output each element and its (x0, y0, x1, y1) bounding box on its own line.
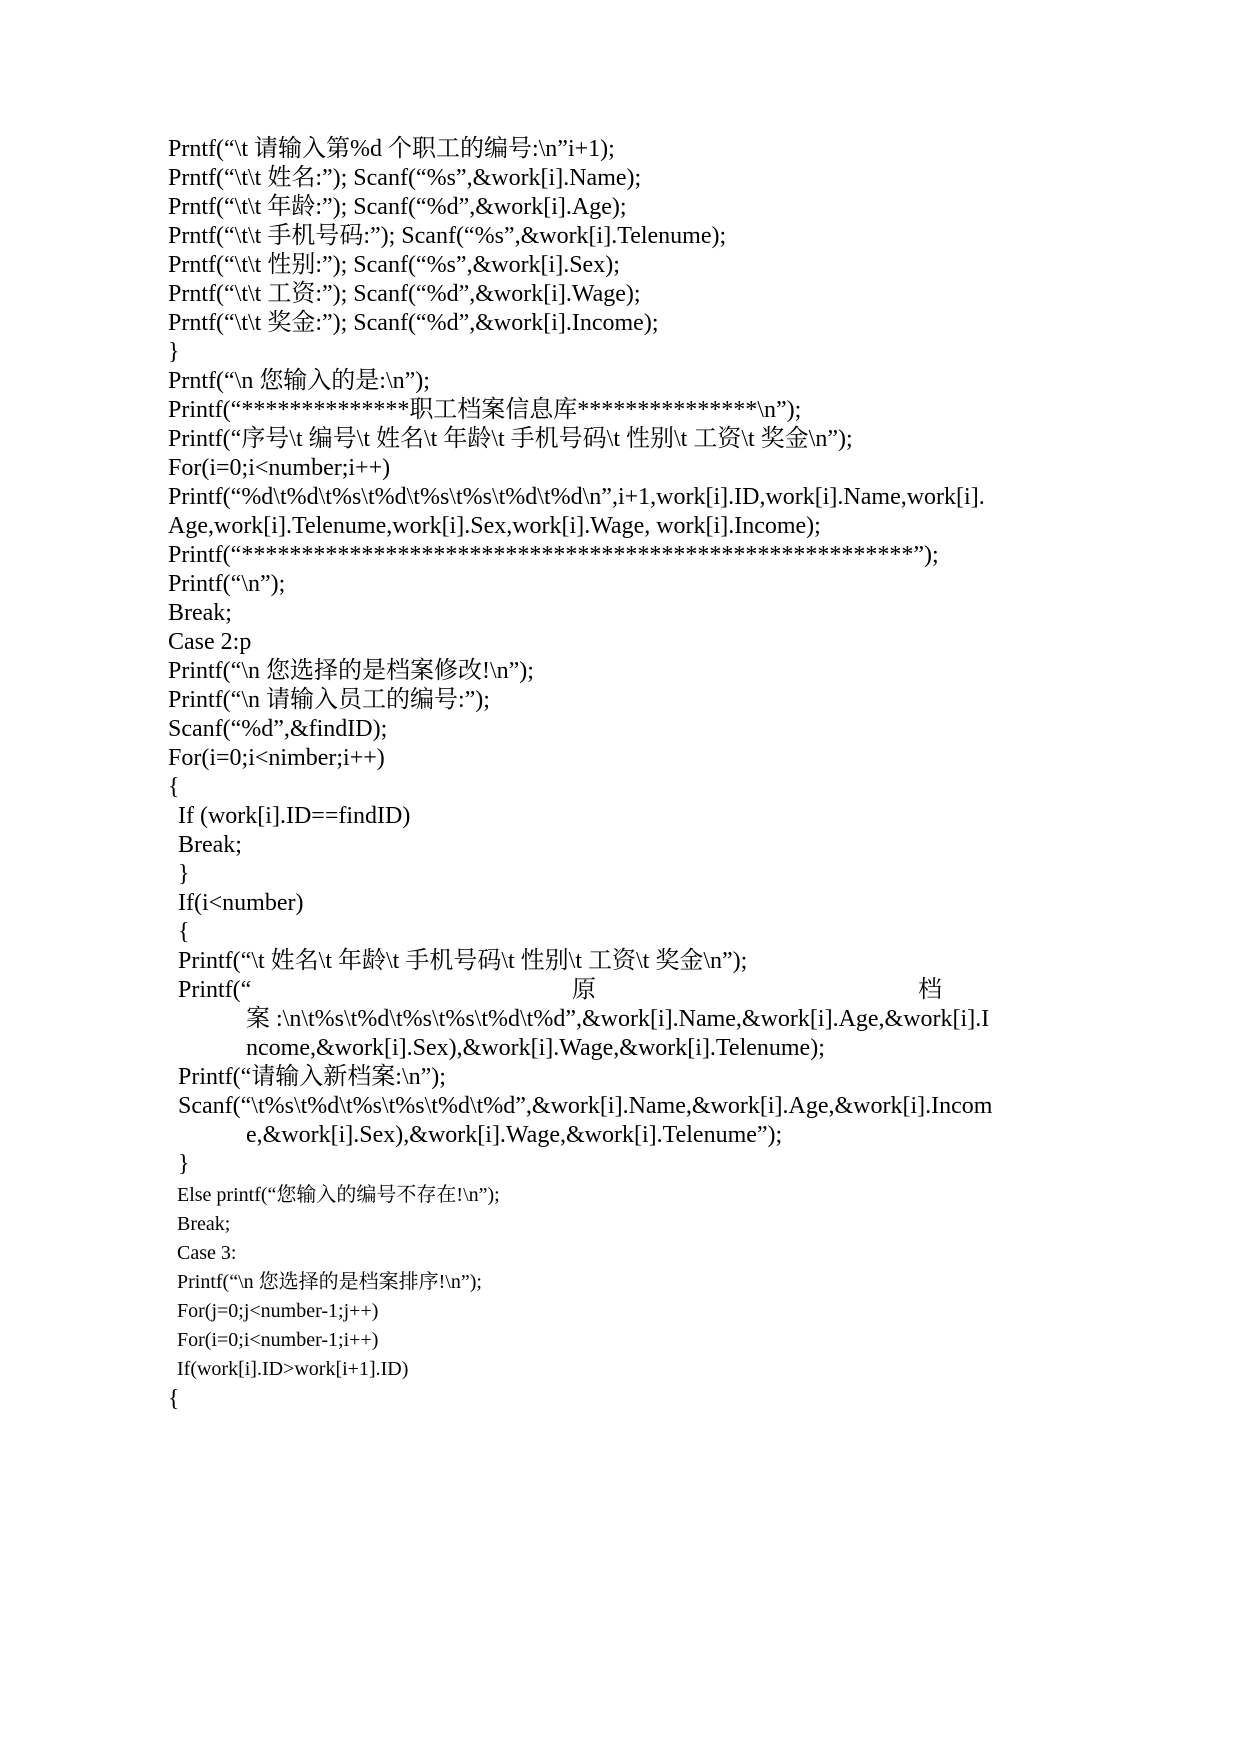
code-line: Printf(“\n 您选择的是档案排序!\n”); (177, 1271, 482, 1293)
code-line: If (work[i].ID==findID) (178, 803, 411, 829)
code-line: Printf(“\n 请输入员工的编号:”); (168, 687, 490, 713)
code-line: For(j=0;j<number-1;j++) (177, 1300, 379, 1322)
code-line: For(i=0;i<number-1;i++) (177, 1329, 379, 1351)
code-line: ncome,&work[i].Sex),&work[i].Wage,&work[i].Telenume); (246, 1035, 825, 1061)
code-line: Printf(“**************职工档案信息库***************\n”); (168, 397, 802, 423)
code-line: Break; (178, 832, 242, 858)
code-line-middle: 原 (572, 977, 596, 1003)
code-line: Prntf(“\n 您输入的是:\n”); (168, 368, 430, 394)
code-line: Age,work[i].Telenume,work[i].Sex,work[i].Wage, work[i].Income); (168, 513, 821, 539)
code-line: Prntf(“\t\t 奖金:”); Scanf(“%d”,&work[i].Income); (168, 310, 659, 336)
code-line: Else printf(“您输入的编号不存在!\n”); (177, 1184, 500, 1206)
code-line: e,&work[i].Sex),&work[i].Wage,&work[i].Telenume”); (246, 1122, 783, 1148)
code-line: { (178, 919, 190, 945)
code-line: Printf(“********************************************************”); (168, 542, 939, 568)
code-line: Printf(“\t 姓名\t 年龄\t 手机号码\t 性别\t 工资\t 奖金\n”); (178, 948, 748, 974)
code-line: Prntf(“\t\t 年龄:”); Scanf(“%d”,&work[i].Age); (168, 194, 627, 220)
code-line: Printf(“\n 您选择的是档案修改!\n”); (168, 658, 534, 684)
code-line: { (168, 774, 180, 800)
code-line: Case 3: (177, 1242, 237, 1264)
code-line: Break; (168, 600, 232, 626)
code-line: Scanf(“%d”,&findID); (168, 716, 388, 742)
code-line: } (178, 861, 190, 887)
code-line: Scanf(“\t%s\t%d\t%s\t%s\t%d\t%d”,&work[i].Name,&work[i].Age,&work[i].Incom (178, 1093, 993, 1119)
code-line: Prntf(“\t\t 手机号码:”); Scanf(“%s”,&work[i].Telenume); (168, 223, 727, 249)
code-line: 案 :\n\t%s\t%d\t%s\t%s\t%d\t%d”,&work[i].Name,&work[i].Age,&work[i].I (246, 1006, 990, 1032)
code-line: Break; (177, 1213, 231, 1235)
code-line: Prntf(“\t\t 工资:”); Scanf(“%d”,&work[i].Wage); (168, 281, 641, 307)
code-line: If(work[i].ID>work[i+1].ID) (177, 1358, 409, 1380)
code-line-start: Printf(“ (178, 977, 252, 1003)
code-line-end: 档 (918, 977, 942, 1003)
code-line: For(i=0;i<number;i++) (168, 455, 391, 481)
code-line: } (168, 339, 180, 365)
code-line: Printf(“\n”); (168, 571, 286, 597)
code-line: Case 2:p (168, 629, 252, 655)
code-line: } (178, 1151, 190, 1177)
code-line: Prntf(“\t\t 姓名:”); Scanf(“%s”,&work[i].Name); (168, 165, 642, 191)
code-line: { (168, 1386, 180, 1412)
code-line: Prntf(“\t 请输入第%d 个职工的编号:\n”i+1); (168, 136, 615, 162)
code-line: Prntf(“\t\t 性别:”); Scanf(“%s”,&work[i].Sex); (168, 252, 620, 278)
code-line: Printf(“请输入新档案:\n”); (178, 1064, 446, 1090)
code-line: For(i=0;i<nimber;i++) (168, 745, 385, 771)
code-line: Printf(“序号\t 编号\t 姓名\t 年龄\t 手机号码\t 性别\t 工资\t 奖金\n”); (168, 426, 853, 452)
code-line: Printf(“%d\t%d\t%s\t%d\t%s\t%s\t%d\t%d\n”,i+1,work[i].ID,work[i].Name,work[i]. (168, 484, 985, 510)
code-line: If(i<number) (178, 890, 304, 916)
